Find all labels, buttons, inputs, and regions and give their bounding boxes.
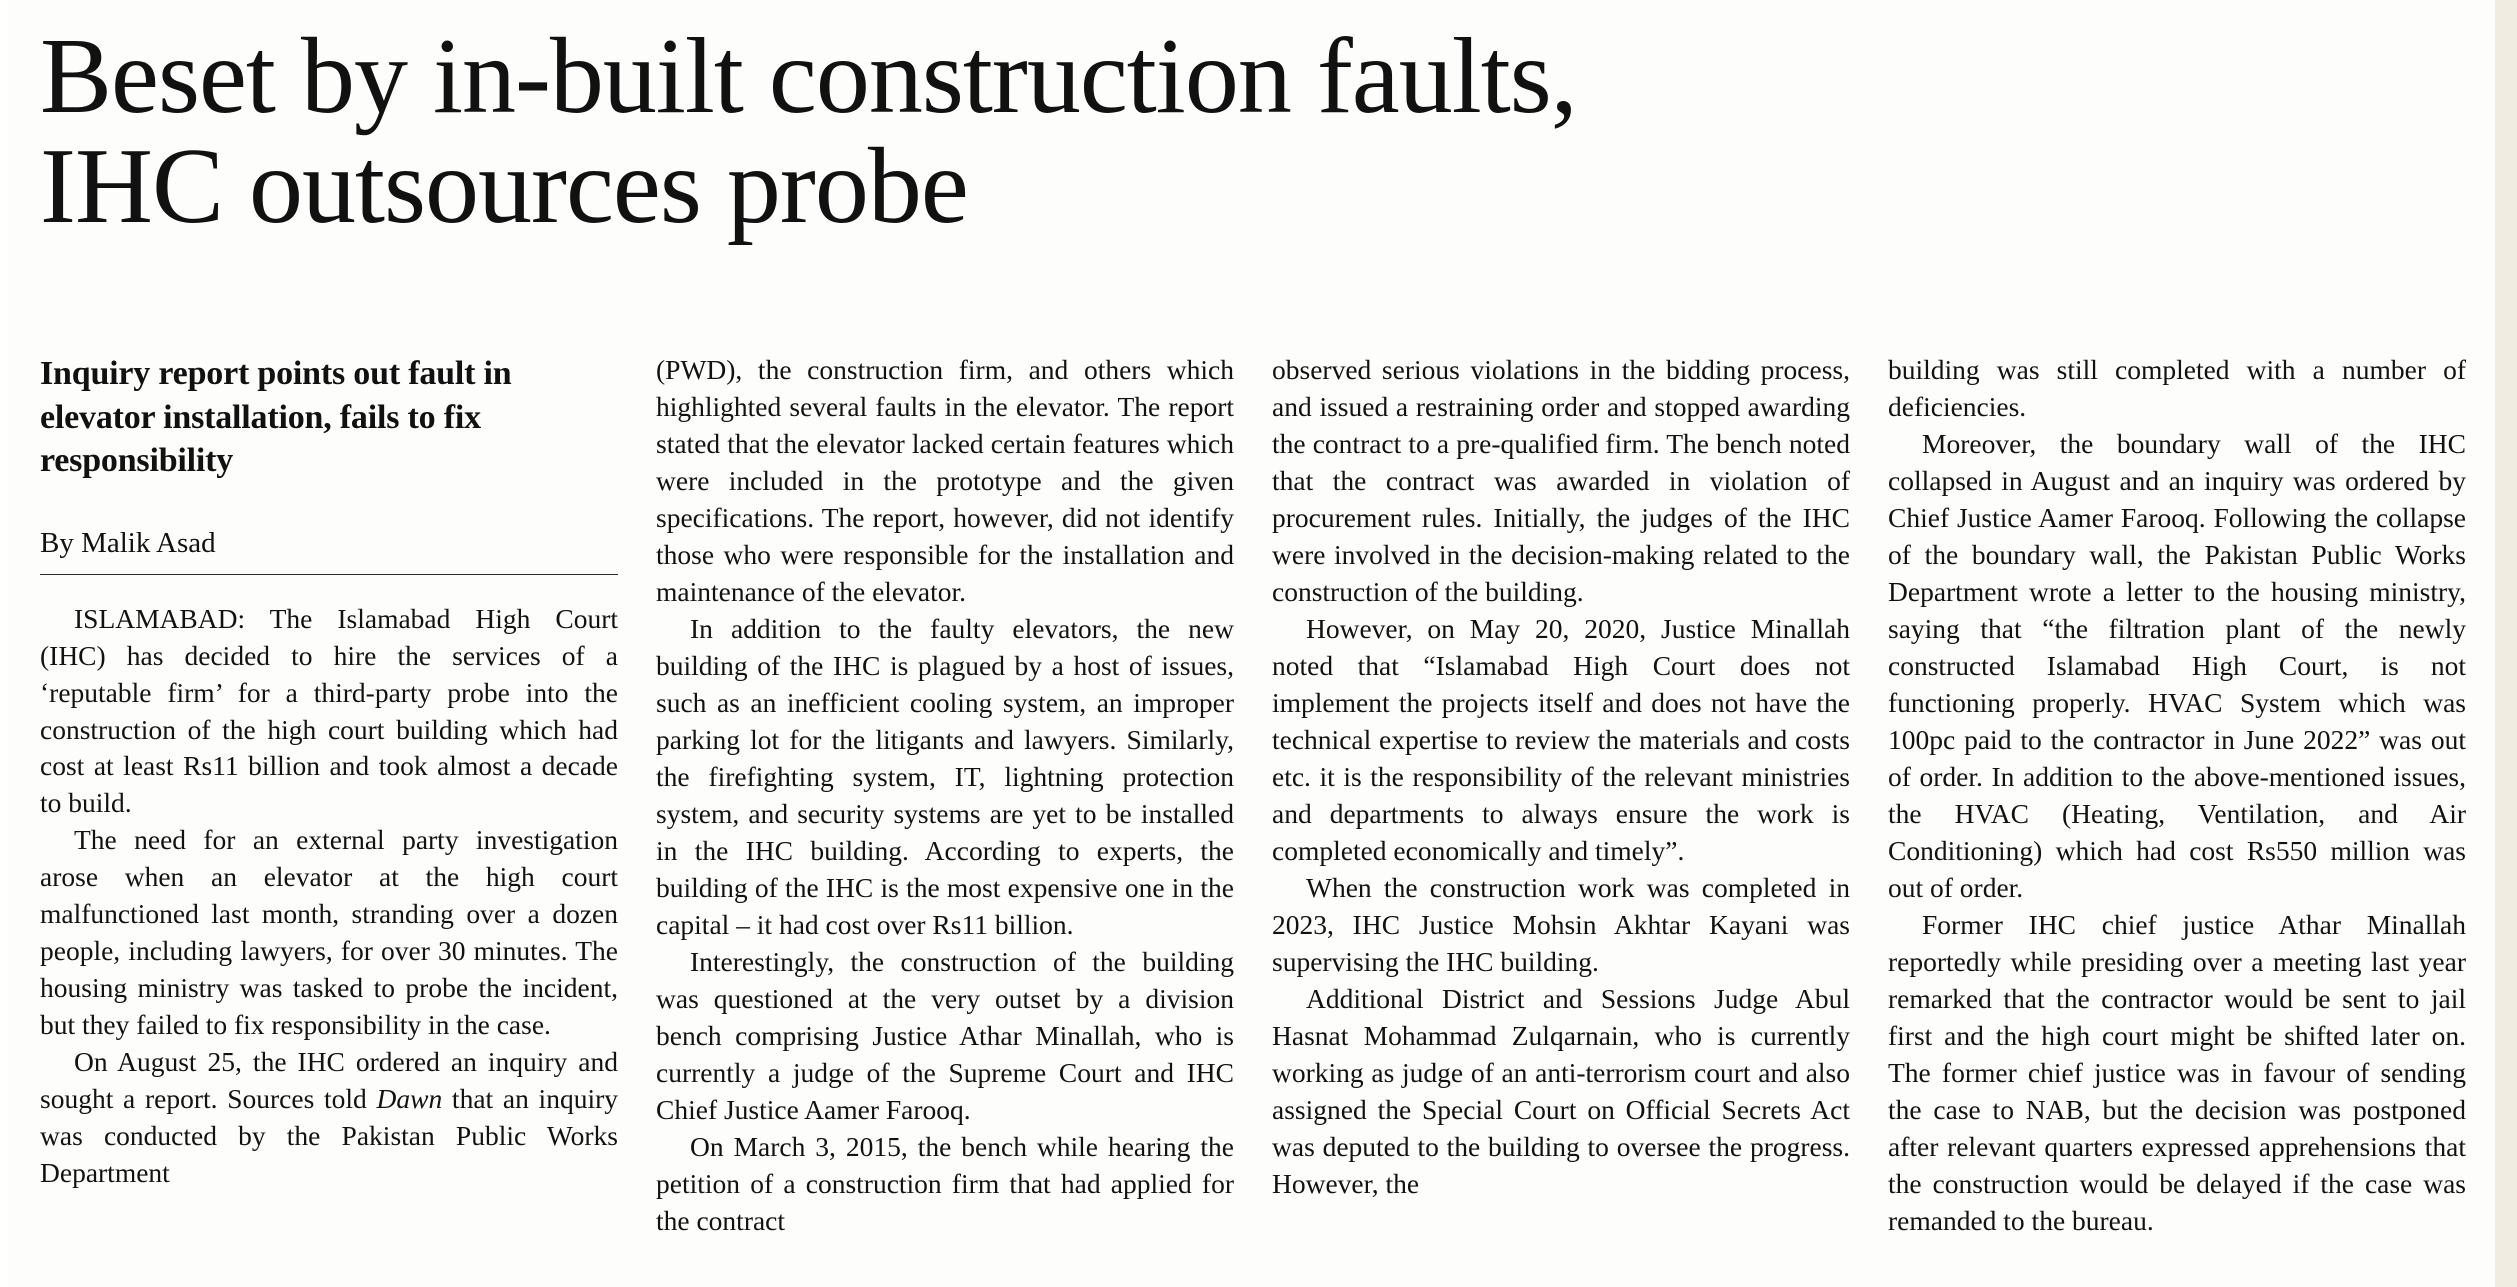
byline-divider <box>40 574 618 575</box>
paragraph: Additional District and Sessions Judge Abul Hasnat Mohammad Zulqarnain, who is currently working as judge of an anti-terrorism court and also assigned the Special Court on Official Secrets Act was deputed to the building to oversee the progress. However, the <box>1272 982 1850 1199</box>
article-column-2 <box>656 352 1234 1240</box>
paragraph: Moreover, the boundary wall of the IHC collapsed in August and an inquiry was ordered by Chief Justice Aamer Farooq. Following the collapse of the boundary wall, the Pakistan Public Works Department wrote a letter to the housing ministry, saying that “the filtration plant of the newly constructed Islamabad High Court, is not functioning properly. HVAC System which was 100pc paid to the contractor in June 2022” was out of order. In addition to the above-mentioned issues, the HVAC (Heating, Ventilation, and Air Conditioning) which had cost Rs550 million was out of order. <box>1888 427 2466 903</box>
article-subheading: Inquiry report points out fault in elevator installation, fails to fix responsibility <box>40 355 512 480</box>
article-column-1 <box>40 352 618 1240</box>
paragraph: ISLAMABAD: The Islamabad High Court (IHC) has decided to hire the services of a ‘reputable firm’ for a third-party probe into the construction of the high court building which had cost at least Rs11 billion and took almost a decade to build. <box>40 602 618 819</box>
paragraph: On March 3, 2015, the bench while hearing the petition of a construction firm that had applied for the contract <box>656 1130 1234 1236</box>
paragraph: building was still completed with a number of deficiencies. <box>1888 354 2466 422</box>
paragraph: Former IHC chief justice Athar Minallah reportedly while presiding over a meeting last year remarked that the contractor would be sent to jail first and the high court might be shifted later on. The former chief justice was in favour of sending the case to NAB, but the decision was postponed after relevant quarters expressed apprehensions that the construction would be delayed if the case was remanded to the bureau. <box>1888 908 2466 1236</box>
article-column-3 <box>1272 352 1850 1240</box>
headline-line-2: IHC outsources probe <box>40 127 968 247</box>
paragraph: However, on May 20, 2020, Justice Minallah noted that “Islamabad High Court does not implement the projects itself and does not have the technical expertise to review the materials and costs etc. it is the responsibility of the relevant ministries and departments to always ensure the work is completed economically and timely”. <box>1272 612 1850 866</box>
page-left-margin <box>0 0 8 1287</box>
headline-line-1: Beset by in-built construction faults, <box>40 17 1577 136</box>
article-columns <box>40 352 2470 1240</box>
article-byline: By Malik Asad <box>40 526 216 559</box>
article-content <box>40 0 2470 1287</box>
paragraph: On August 25, the IHC ordered an inquiry and sought a report. Sources told Dawn that an inquiry was conducted by the Pakistan Public Works Department <box>40 1046 618 1189</box>
paragraph: When the construction work was completed in 2023, IHC Justice Mohsin Akhtar Kayani was supervising the IHC building. <box>1272 871 1850 977</box>
paragraph: In addition to the faulty elevators, the new building of the IHC is plagued by a host of issues, such as an inefficient cooling system, an improper parking lot for the litigants and lawyers. Similarly, the firefighting system, IT, lightning protection system, and security systems are yet to be installed in the IHC building. According to experts, the building of the IHC is the most expensive one in the capital – it had cost over Rs11 billion. <box>656 612 1234 940</box>
paragraph: The need for an external party investigation arose when an elevator at the high court malfunctioned last month, stranding over a dozen people, including lawyers, for over 30 minutes. The housing ministry was tasked to probe the incident, but they failed to fix responsibility in the case. <box>40 824 618 1041</box>
article-column-4 <box>1888 352 2466 1240</box>
paragraph: (PWD), the construction firm, and others which highlighted several faults in the elevator. The report stated that the elevator lacked certain features which were included in the prototype and the given specifications. The report, however, did not identify those who were responsible for the installation and maintenance of the elevator. <box>656 354 1234 607</box>
paragraph: observed serious violations in the bidding process, and issued a restraining order and stopped awarding the contract to a pre-qualified firm. The bench noted that the contract was awarded in violation of procurement rules. Initially, the judges of the IHC were involved in the decision-making related to the construction of the building. <box>1272 354 1850 607</box>
paragraph: Interestingly, the construction of the building was questioned at the very outset by a division bench comprising Justice Athar Minallah, who is currently a judge of the Supreme Court and IHC Chief Justice Aamer Farooq. <box>656 945 1234 1125</box>
publication-name: Dawn <box>376 1083 443 1115</box>
page-title <box>40 17 2190 247</box>
page-right-margin <box>2495 0 2517 1287</box>
